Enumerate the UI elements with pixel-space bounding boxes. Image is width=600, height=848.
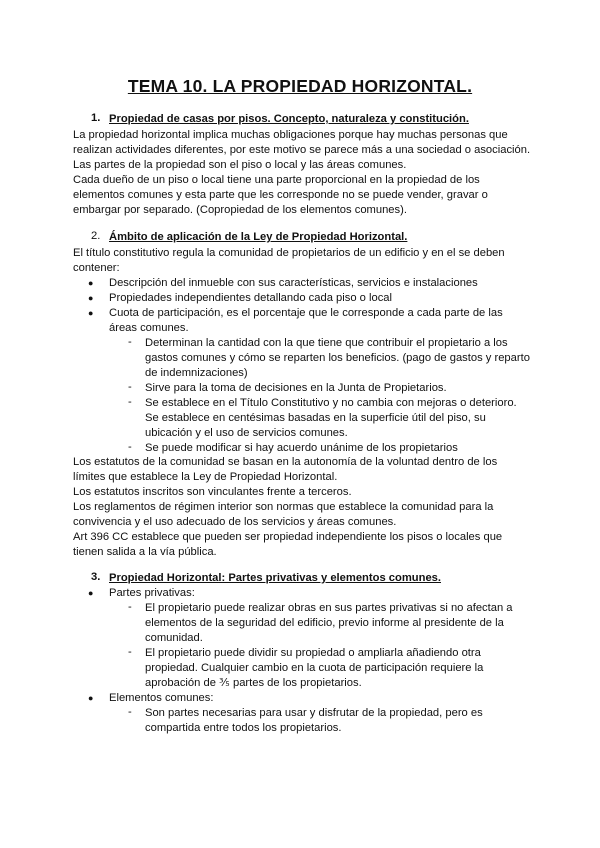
- paragraph-line: La propiedad horizontal implica muchas obligaciones porque hay muchas personas que: [73, 129, 508, 141]
- dash-icon: -: [128, 381, 132, 393]
- paragraph-line: El título constitutivo regula la comunidad de propietarios de un edificio y en el se deben: [73, 247, 505, 259]
- section-2-heading: Ámbito de aplicación de la Ley de Propiedad Horizontal.: [109, 231, 408, 243]
- sub-list-item: compartida entre todos los propietarios.: [145, 722, 342, 734]
- section-2-number: 2.: [91, 230, 101, 242]
- bullet-icon: ●: [88, 308, 94, 318]
- section-1-heading: Propiedad de casas por pisos. Concepto, naturaleza y constitución.: [109, 113, 469, 125]
- dash-icon: -: [128, 601, 132, 613]
- section-1-number: 1.: [91, 112, 101, 124]
- dash-icon: -: [128, 706, 132, 718]
- sub-list-item: de indemnizaciones): [145, 367, 248, 379]
- bullet-icon: ●: [88, 278, 94, 288]
- list-item: Elementos comunes:: [109, 692, 214, 704]
- dash-icon: -: [128, 646, 132, 658]
- sub-list-item: gastos comunes y cómo se reparten los beneficios. (pago de gastos y reparto: [145, 352, 530, 364]
- paragraph-line: elementos comunes y esta parte que les corresponde no se puede vender, gravar o: [73, 189, 488, 201]
- sub-list-item: propiedad. Cualquier cambio en la cuota de participación requiere la: [145, 662, 484, 674]
- paragraph-line: Los reglamentos de régimen interior son normas que establece la comunidad para la: [73, 501, 494, 513]
- sub-list-item: Determinan la cantidad con la que tiene que contribuir el propietario a los: [145, 337, 508, 349]
- sub-list-item: Se puede modificar si hay acuerdo unánime de los propietarios: [145, 442, 458, 454]
- paragraph-line: realizan actividades diferentes, por este motivo se parece más a una sociedad o asociación.: [73, 144, 531, 156]
- list-item: áreas comunes.: [109, 322, 189, 334]
- sub-list-item: Se establece en centésimas basadas en la superficie útil del piso, su: [145, 412, 486, 424]
- dash-icon: -: [128, 336, 132, 348]
- page-title: TEMA 10. LA PROPIEDAD HORIZONTAL.: [127, 76, 473, 96]
- paragraph-line: Art 396 CC establece que pueden ser propiedad independiente los pisos o locales que: [73, 531, 503, 543]
- paragraph-line: Las partes de la propiedad son el piso o local y las áreas comunes.: [73, 159, 407, 171]
- section-3-number: 3.: [91, 571, 101, 583]
- sub-list-item: Son partes necesarias para usar y disfrutar de la propiedad, pero es: [145, 707, 483, 719]
- paragraph-line: límites que establece la Ley de Propiedad Horizontal.: [73, 471, 338, 483]
- paragraph-line: Los estatutos de la comunidad se basan en la autonomía de la voluntad dentro de los: [73, 456, 498, 468]
- sub-list-item: ubicación y el uso de servicios comunes.: [145, 427, 348, 439]
- paragraph-line: contener:: [73, 262, 120, 274]
- bullet-icon: ●: [88, 293, 94, 303]
- sub-list-item: Sirve para la toma de decisiones en la Junta de Propietarios.: [145, 382, 447, 394]
- sub-list-item: El propietario puede dividir su propiedad o ampliarla añadiendo otra: [145, 647, 481, 659]
- sub-list-item: Se establece en el Título Constitutivo y no cambia con mejoras o deterioro.: [145, 397, 517, 409]
- list-item: Propiedades independientes detallando cada piso o local: [109, 292, 393, 304]
- bullet-icon: ●: [88, 693, 94, 703]
- paragraph-line: embargar por separado. (Copropiedad de los elementos comunes).: [73, 204, 407, 216]
- section-3-heading: Propiedad Horizontal: Partes privativas y elementos comunes.: [109, 572, 441, 584]
- list-item: Descripción del inmueble con sus características, servicios e instalaciones: [109, 277, 478, 289]
- sub-list-item: aprobación de ⅗ partes de los propietarios.: [145, 677, 362, 689]
- sub-list-item: comunidad.: [145, 632, 203, 644]
- sub-list-item: elementos de la seguridad del edificio, previo informe al presidente de la: [145, 617, 504, 629]
- paragraph-line: Los estatutos inscritos son vinculantes frente a terceros.: [73, 486, 352, 498]
- list-item: Partes privativas:: [109, 587, 195, 599]
- list-item: Cuota de participación, es el porcentaje que le corresponde a cada parte de las: [109, 307, 503, 319]
- paragraph-line: Cada dueño de un piso o local tiene una parte proporcional en la propiedad de los: [73, 174, 480, 186]
- sub-list-item: El propietario puede realizar obras en sus partes privativas si no afectan a: [145, 602, 513, 614]
- dash-icon: -: [128, 396, 132, 408]
- paragraph-line: convivencia y el uso adecuado de los servicios y áreas comunes.: [73, 516, 397, 528]
- dash-icon: -: [128, 441, 132, 453]
- bullet-icon: ●: [88, 588, 94, 598]
- paragraph-line: tienen salida a la vía pública.: [73, 546, 217, 558]
